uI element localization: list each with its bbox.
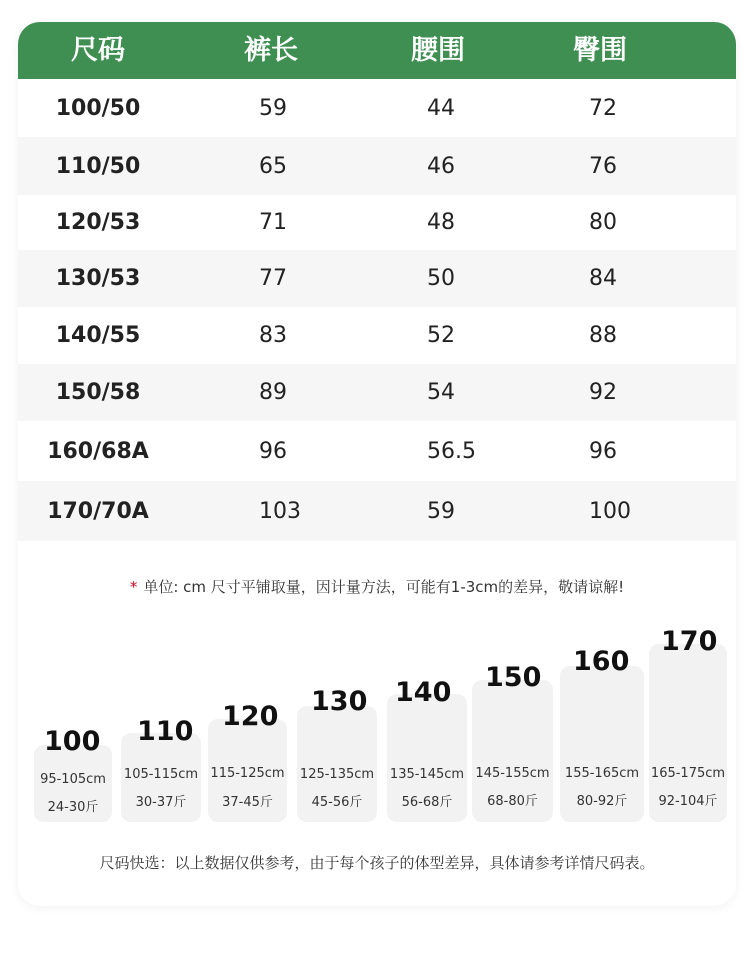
cell-waist: 46 <box>427 153 455 179</box>
guide-size: 150 <box>485 662 542 693</box>
guide-height: 125-135cm <box>299 767 375 782</box>
guide-height: 165-175cm <box>650 766 726 781</box>
table-header <box>18 22 736 79</box>
guide-height: 145-155cm <box>475 766 550 781</box>
cell-size: 100/50 <box>55 95 141 121</box>
cell-size: 160/68A <box>47 438 149 464</box>
cell-hip: 84 <box>589 266 617 291</box>
guide-size: 160 <box>573 646 630 677</box>
cell-pants-length: 71 <box>259 210 287 235</box>
table-row <box>18 307 736 364</box>
cell-pants-length: 83 <box>259 323 287 348</box>
cell-waist: 52 <box>427 323 455 348</box>
table-row <box>18 421 736 481</box>
guide-size: 110 <box>137 716 194 747</box>
measurement-note <box>18 576 736 597</box>
cell-size: 120/53 <box>55 210 141 235</box>
size-guide-box <box>121 716 201 822</box>
cell-waist: 50 <box>427 266 455 291</box>
guide-size: 100 <box>44 726 101 757</box>
guide-weight: 30-37斤 <box>135 795 187 810</box>
cell-size: 110/50 <box>55 153 141 179</box>
guide-weight: 24-30斤 <box>47 800 99 815</box>
table-row <box>18 481 736 541</box>
cell-waist: 44 <box>427 95 455 121</box>
cell-waist: 59 <box>427 498 455 524</box>
cell-hip: 72 <box>589 95 617 121</box>
size-guide-box <box>34 726 112 822</box>
cell-pants-length: 65 <box>259 153 287 179</box>
header-hip: 臀围 <box>573 35 627 66</box>
size-guide-box <box>387 677 467 822</box>
guide-size: 140 <box>395 677 452 708</box>
guide-weight: 68-80斤 <box>487 794 538 809</box>
cell-hip: 96 <box>589 438 617 464</box>
cell-hip: 92 <box>589 380 617 405</box>
guide-weight: 80-92斤 <box>576 794 628 809</box>
cell-pants-length: 59 <box>259 95 287 121</box>
guide-weight: 37-45斤 <box>222 795 273 810</box>
size-guide-box <box>208 701 287 822</box>
cell-waist: 56.5 <box>427 438 476 464</box>
guide-height: 135-145cm <box>389 767 465 782</box>
cell-hip: 76 <box>589 153 617 179</box>
table-row <box>18 79 736 137</box>
guide-height: 115-125cm <box>210 766 285 781</box>
cell-hip: 80 <box>589 210 617 235</box>
size-guide-box <box>297 686 377 822</box>
size-selection-footer: 尺码快选：以上数据仅供参考，由于每个孩子的体型差异，具体请参考详情尺码表。 <box>99 854 655 872</box>
cell-pants-length: 103 <box>259 498 301 524</box>
cell-size: 170/70A <box>47 498 149 524</box>
asterisk-icon: * <box>129 578 138 596</box>
guide-weight: 92-104斤 <box>658 794 718 809</box>
cell-waist: 54 <box>427 380 455 405</box>
cell-pants-length: 89 <box>259 380 287 405</box>
table-row <box>18 364 736 421</box>
table-row <box>18 195 736 250</box>
table-row <box>18 137 736 195</box>
size-guide-box <box>472 662 553 822</box>
guide-weight: 45-56斤 <box>311 795 363 810</box>
header-waist: 腰围 <box>411 35 465 66</box>
size-guide-box <box>560 646 644 822</box>
cell-waist: 48 <box>427 210 455 235</box>
cell-hip: 88 <box>589 323 617 348</box>
guide-weight: 56-68斤 <box>401 795 453 810</box>
cell-size: 130/53 <box>55 266 141 291</box>
size-guide-box <box>649 626 727 822</box>
table-row <box>18 250 736 307</box>
header-size: 尺码 <box>71 35 125 66</box>
guide-size: 170 <box>661 626 718 657</box>
cell-size: 150/58 <box>55 380 141 405</box>
guide-height: 95-105cm <box>40 772 106 787</box>
cell-size: 140/55 <box>55 323 141 348</box>
guide-height: 155-165cm <box>564 766 640 781</box>
note-text: 单位: cm 尺寸平铺取量，因计量方法，可能有1-3cm的差异，敬请谅解! <box>143 578 625 596</box>
cell-pants-length: 96 <box>259 438 287 464</box>
size-chart-card <box>18 22 736 906</box>
cell-hip: 100 <box>589 498 631 524</box>
guide-size: 130 <box>311 686 368 717</box>
cell-pants-length: 77 <box>259 266 287 291</box>
guide-size: 120 <box>222 701 279 732</box>
guide-height: 105-115cm <box>123 767 199 782</box>
header-pants-length: 裤长 <box>244 35 298 66</box>
